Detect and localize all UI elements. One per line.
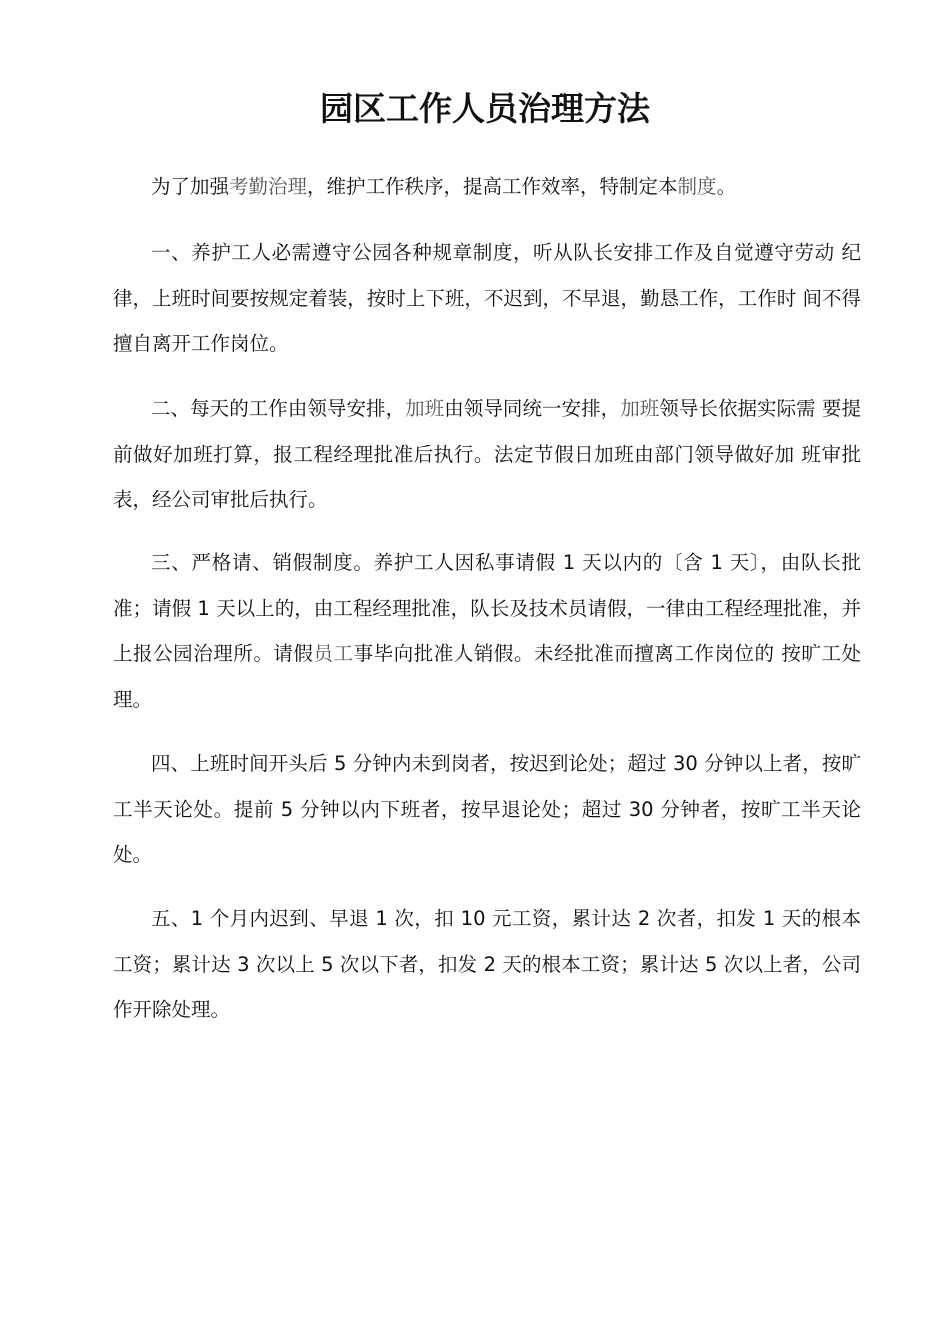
rule-3-paragraph (113, 540, 861, 722)
rule-4-paragraph: 四、上班时间开头后 5 分钟内未到岗者，按迟到论处；超过 30 分钟以上者，按旷工半天论处。提前 5 分钟以内下班者，按早退论处；超过 30 分钟者，按旷工半天论处。 (113, 752, 861, 866)
intro-text-c: ，维护工作秩序，提高工作效率，特制定本 (307, 175, 678, 198)
rule-3-text-staff: 员工 (313, 642, 354, 665)
rule-2-text-a: 二、每天的工作由领导安排， (151, 397, 406, 420)
rule-2-text-c: 由领导同统一安排， (444, 397, 621, 420)
intro-paragraph (113, 164, 861, 210)
intro-text-e: 。 (716, 175, 737, 198)
rule-2-text-e: 领导长依据实际需 要提前做好加班打算，报工程经理批准后执行。法定节假日加班由部门领导做好加 班审批表，经公司审批后执行。 (113, 397, 861, 511)
rule-2-text-overtime-1: 加班 (405, 397, 445, 420)
intro-text-attendance: 考勤治理 (229, 175, 308, 198)
intro-text-system: 制度 (677, 175, 717, 198)
rule-3-text-c: 事毕向批准人销假。未经批准而擅离工作岗位的 按旷工处理。 (113, 642, 861, 711)
rule-2-text-overtime-2: 加班 (620, 397, 660, 420)
rule-5-paragraph: 五、1 个月内迟到、早退 1 次，扣 10 元工资，累计达 2 次者，扣发 1 天的根本工资；累计达 3 次以上 5 次以下者，扣发 2 天的根本工资；累计达 5 次以上者，公司作开除处理。 (113, 907, 861, 1021)
rule-3-text-a: 三、严格请、销假制度。养护工人因私事请假 1 天以内的〔含 1 天〕，由队长批准；请假 1 天以上的，由工程经理批准，队长及技术员请假，一律由工程经理批准，并上报公园治理所。请假 (113, 551, 861, 665)
intro-text-a: 为了加强 (151, 175, 230, 198)
rule-1-paragraph: 一、养护工人必需遵守公园各种规章制度，听从队长安排工作及自觉遵守劳动 纪律，上班时间要按规定着装，按时上下班，不迟到，不早退，勤恳工作，工作时 间不得擅自离开工作岗位。 (113, 241, 861, 355)
document-title: 园区工作人员治理方法 (320, 89, 650, 128)
rule-2-paragraph (113, 386, 861, 523)
